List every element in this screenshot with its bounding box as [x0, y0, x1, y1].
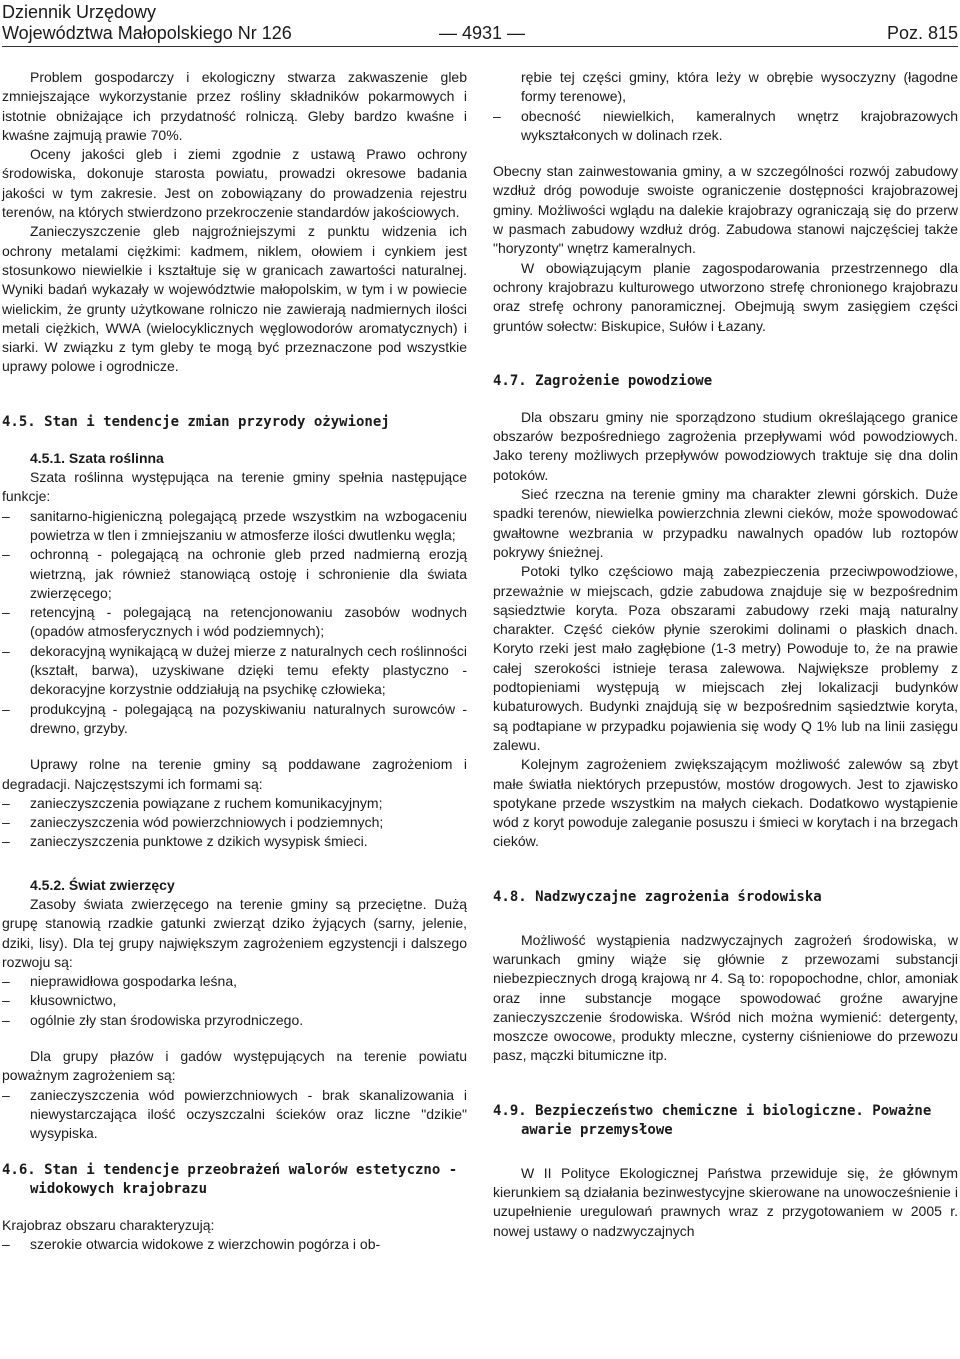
- list-item: – produkcyjną - polegającą na pozyskiwaniu naturalnych surowców - drewno, grzyby.: [2, 700, 467, 739]
- paragraph: Dla grupy płazów i gadów występujących na terenie powiatu poważnym zagrożeniem są:: [2, 1048, 467, 1084]
- functions-list: [2, 507, 467, 739]
- list-item: – zanieczyszczenia powiązane z ruchem komunikacyjnym;: [2, 794, 467, 813]
- paragraph: Problem gospodarczy i ekologiczny stwarza zakwaszenie gleb zmniejszające wykorzystanie przez rośliny składników pokarmowych i istotnie obniżające ich przydatność rolniczą. Gleby bardzo kwaśne i kwaśne zajmują prawie 70%.: [2, 69, 467, 143]
- amphibian-threats-list: [2, 1086, 467, 1144]
- section-heading-4-5: 4.5. Stan i tendencje zmian przyrody ożywionej: [2, 413, 390, 430]
- list-item: – sanitarno-higieniczną polegającą przede wszystkim na wzbogaceniu powietrza w tlen i zmniejszaniu w atmosferze ilości dwutlenku węgla;: [2, 507, 467, 546]
- paragraph: Sieć rzeczna na terenie gminy ma charakter zlewni górskich. Duże spadki terenów, niewielka powierzchnia zlewni cieków, może spowodować gwałtowne wezbrania w przypadku nawalnych opadów lub roztopów pokrywy śnieżnej.: [493, 486, 958, 560]
- paragraph: Dla obszaru gminy nie sporządzono studium określającego granice obszarów bezpośredniego zagrożenia przepływami wód powodziowych. Jako tereny możliwych przepływów powodziowych traktuje się dna dolin potoków.: [493, 408, 958, 483]
- journal-issue: Województwa Małopolskiego Nr 126: [2, 23, 292, 43]
- animal-threats-list: [2, 972, 467, 1030]
- paragraph: Oceny jakości gleb i ziemi zgodnie z ustawą Prawo ochrony środowiska, dokonuje starosta powiatu, prowadzi okresowe badania jakości w tym zakresie. Jest on zobowiązany do prowadzenia rejestru terenów, na których stwierdzono przekroczenie standardów jakościowych.: [2, 146, 467, 221]
- list-item: – zanieczyszczenia wód powierzchniowych - brak skanalizowania i niewystarczająca ilość oczyszczalni ścieków oraz liczne "dzikie" wysypiska.: [2, 1086, 467, 1144]
- left-column: [2, 68, 467, 1254]
- list-item: – kłusownictwo,: [2, 991, 467, 1010]
- paragraph: W obowiązującym planie zagospodarowania przestrzennego dla ochrony krajobrazu kulturowego utworzono strefę chronionego krajobrazu oraz strefę ochrony panoramicznej. Obejmują swym zasięgiem części gruntów sołectw: Biskupice, Sułów i Łazany.: [493, 259, 958, 334]
- threats-list: [2, 794, 467, 852]
- paragraph: Obecny stan zainwestowania gminy, a w szczególności rozwój zabudowy wzdłuż dróg powoduje swoiste ograniczenie dostępności krajobrazowej gminy. Możliwości wglądu na dalekie krajobrazy ograniczają się do przerw w pasmach zabudowy wzdłuż dróg. Zabudowa stanowi najczęściej także "horyzonty" wnętrz kameralnych.: [493, 163, 958, 257]
- right-column: [493, 68, 958, 1241]
- section-heading-4-8: 4.8. Nadzwyczajne zagrożenia środowiska: [493, 888, 822, 905]
- list-item: – ogólnie zły stan środowiska przyrodniczego.: [2, 1011, 467, 1030]
- landscape-list: [2, 1235, 467, 1254]
- list-item: – nieprawidłowa gospodarka leśna,: [2, 972, 467, 991]
- page-header: [2, 0, 958, 47]
- list-item: – zanieczyszczenia wód powierzchniowych i podziemnych;: [2, 813, 467, 832]
- section-heading-4-9: 4.9. Bezpieczeństwo chemiczne i biologiczne. Poważne awarie przemysłowe: [493, 1102, 932, 1138]
- section-heading-4-6: 4.6. Stan i tendencje przeobrażeń walorów estetyczno - widokowych krajobrazu: [2, 1161, 458, 1197]
- paragraph: Zanieczyszczenie gleb najgroźniejszymi z punktu widzenia ich ochrony metalami ciężkimi: kadmem, niklem, ołowiem i cynkiem jest stosunkowo niewielkie i kształtuje się w granicach zawartości naturalnej. Wyniki badań wykazały w województwie małopolskim, w tym i w powiecie wielickim, że grunty użytkowane rolniczo nie zawierają nadmiernych ilości metali ciężkich, WWA (wielocyklicznych węglowodorów aromatycznych) i siarki. W związku z tym gleby te mogą być przeznaczone pod wszystkie uprawy polowe i ogrodnicze.: [2, 223, 467, 375]
- paragraph: Zasoby świata zwierzęcego na terenie gminy są przeciętne. Dużą grupę stanowią rzadkie gatunki zwierząt dziko żyjących (sarny, jelenie, dziki, lisy). Dla tej grupy największym zagrożeniem egzystencji i dalszego rozwoju są:: [2, 895, 467, 970]
- list-item: – obecność niewielkich, kameralnych wnętrz krajobrazowych wykształconych w dolinach rzek.: [493, 107, 958, 146]
- paragraph: Uprawy rolne na terenie gminy są poddawane zagrożeniom i degradacji. Najczęstszymi ich formami są:: [2, 756, 467, 792]
- paragraph: Możliwość wystąpienia nadzwyczajnych zagrożeń środowiska, w warunkach gminy wiąże się głównie z przewozami substancji niebezpiecznych drogą krajową nr 4. Są to: ropopochodne, chlor, amoniak oraz inne substancje mogące spowodować groźne awaryjne zanieczyszczenie środowiska. Wśród nich można wymienić: detergenty, moszcze owocowe, produkty mleczne, cysterny ciśnieniowe do przewozu pasz, mączki bitumiczne itp.: [493, 931, 958, 1064]
- list-item: – retencyjną - polegającą na retencjonowaniu zasobów wodnych (opadów atmosferycznych i wód podziemnych);: [2, 603, 467, 642]
- paragraph: Szata roślinna występująca na terenie gminy spełnia następujące funkcje:: [2, 469, 467, 505]
- list-item: – zanieczyszczenia punktowe z dzikich wysypisk śmieci.: [2, 832, 467, 851]
- list-item: – szerokie otwarcia widokowe z wierzchowin pogórza i ob-: [2, 1235, 467, 1254]
- subsection-heading-4-5-2: 4.5.2. Świat zwierzęcy: [30, 876, 175, 893]
- journal-title: Dziennik Urzędowy: [2, 2, 157, 22]
- list-item-continuation: rębie tej części gminy, która leży w obrębie wysoczyzny (łagodne formy terenowe),: [521, 69, 958, 105]
- section-heading-4-7: 4.7. Zagrożenie powodziowe: [493, 372, 713, 389]
- list-item: – dekoracyjną wynikającą w dużej mierze z naturalnych cech roślinności (kształt, barwa), uzyskiwane dzięki temu efekty plastyczno - dekoracyjne korzystnie oddziałują na psychikę człowieka;: [2, 642, 467, 700]
- paragraph: W II Polityce Ekologicznej Państwa przewiduje się, że głównym kierunkiem są działania bezinwestycyjne skierowane na unowocześnienie i uzupełnienie uregulowań prawnych wraz z przygotowaniem w 2005 r. nowej ustawy o nadzwyczajnych: [493, 1164, 958, 1239]
- landscape-list-cont: [493, 107, 958, 146]
- paragraph: Kolejnym zagrożeniem zwiększającym możliwość zalewów są zbyt małe światła niektórych przepustów, mostów drogowych. Jest to zjawisko spotykane przede wszystkim na małych ciekach. Dodatkowo wystąpienie wód z koryt powoduje zaleganie posuszu i śmieci w korytach i na brzegach cieków.: [493, 756, 958, 850]
- page-number: — 4931 —: [439, 23, 526, 43]
- list-item: – ochronną - polegającą na ochronie gleb przed nadmierną erozją wietrzną, jak również stanowiącą ostoję i schronienie dla świata zwierzęcego;: [2, 545, 467, 603]
- paragraph: Potoki tylko częściowo mają zabezpieczenia przeciwpowodziowe, przeważnie w miejscach, gdzie zabudowa znajduje się w bezpośrednim sąsiedztwie koryta. Poza obszarami zabudowy rzeki mają naturalny charakter. Część cieków płynie szerokimi dolinami o płaskich dnach. Koryto rzeki jest mało zagłębione (1-3 metry) Powoduje to, że na prawie całej szerokości istnieje terasa zalewowa. Największe problemy z podtopieniami występują w miejscach złej lokalizacji budynków kubaturowych. Budynki znajdują się w bezpośrednim sąsiedztwie koryta, są podtapiane w przypadku pojawienia się wody Q 1% lub na linii zasięgu zalewu.: [493, 563, 958, 753]
- position-number: Poz. 815: [886, 23, 958, 43]
- subsection-heading-4-5-1: 4.5.1. Szata roślinna: [30, 449, 164, 466]
- paragraph: Krajobraz obszaru charakteryzują:: [2, 1216, 215, 1233]
